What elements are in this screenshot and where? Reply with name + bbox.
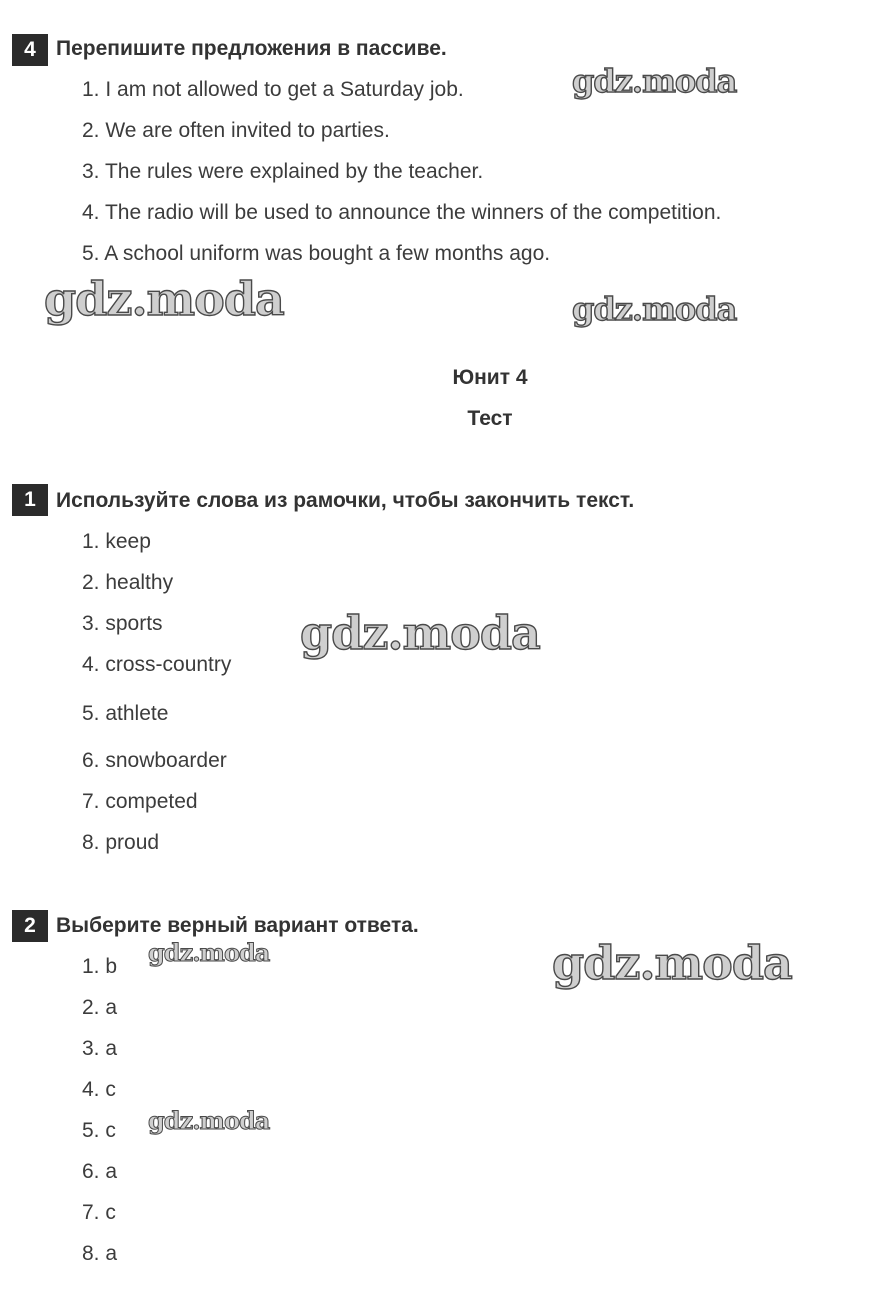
list-item: 8. a: [82, 1242, 118, 1265]
list-item: 7. competed: [82, 790, 198, 813]
list-item: 3. The rules were explained by the teacher.: [82, 160, 484, 183]
list-item: 5. athlete: [82, 702, 169, 725]
unit-subtitle: Тест: [467, 407, 513, 430]
list-item: 3. sports: [82, 612, 163, 635]
list-item: 7. c: [82, 1201, 116, 1224]
list-item: 1. keep: [82, 530, 151, 553]
watermark: gdz.moda: [572, 62, 737, 100]
list-item: 3. a: [82, 1037, 118, 1060]
list-item: 2. healthy: [82, 571, 174, 594]
watermark: gdz.moda: [572, 290, 737, 328]
watermark: gdz.moda: [300, 606, 540, 660]
task-number-badge: 4: [12, 34, 48, 66]
task-number-badge: 1: [12, 484, 48, 516]
list-item: 4. cross-country: [82, 653, 232, 676]
task-title: Выберите верный вариант ответа.: [56, 914, 419, 937]
list-item: 4. c: [82, 1078, 116, 1101]
list-item: 8. proud: [82, 831, 160, 854]
task-title: Перепишите предложения в пассиве.: [56, 37, 447, 60]
list-item: 6. snowboarder: [82, 749, 227, 772]
watermark: gdz.moda: [552, 936, 792, 990]
list-item: 5. c: [82, 1119, 116, 1142]
list-item: 5. A school uniform was bought a few months ago.: [82, 242, 551, 265]
list-item: 1. b: [82, 955, 118, 978]
unit-title: Юнит 4: [452, 366, 528, 389]
task-title: Используйте слова из рамочки, чтобы закончить текст.: [56, 489, 635, 512]
task-number-badge: 2: [12, 910, 48, 942]
watermark: gdz.moda: [148, 1106, 270, 1135]
list-item: 6. a: [82, 1160, 118, 1183]
watermark: gdz.moda: [44, 272, 284, 326]
list-item: 2. We are often invited to parties.: [82, 119, 390, 142]
watermark: gdz.moda: [148, 938, 270, 967]
list-item: 4. The radio will be used to announce the winners of the competition.: [82, 201, 722, 224]
list-item: 1. I am not allowed to get a Saturday job.: [82, 78, 464, 101]
list-item: 2. a: [82, 996, 118, 1019]
